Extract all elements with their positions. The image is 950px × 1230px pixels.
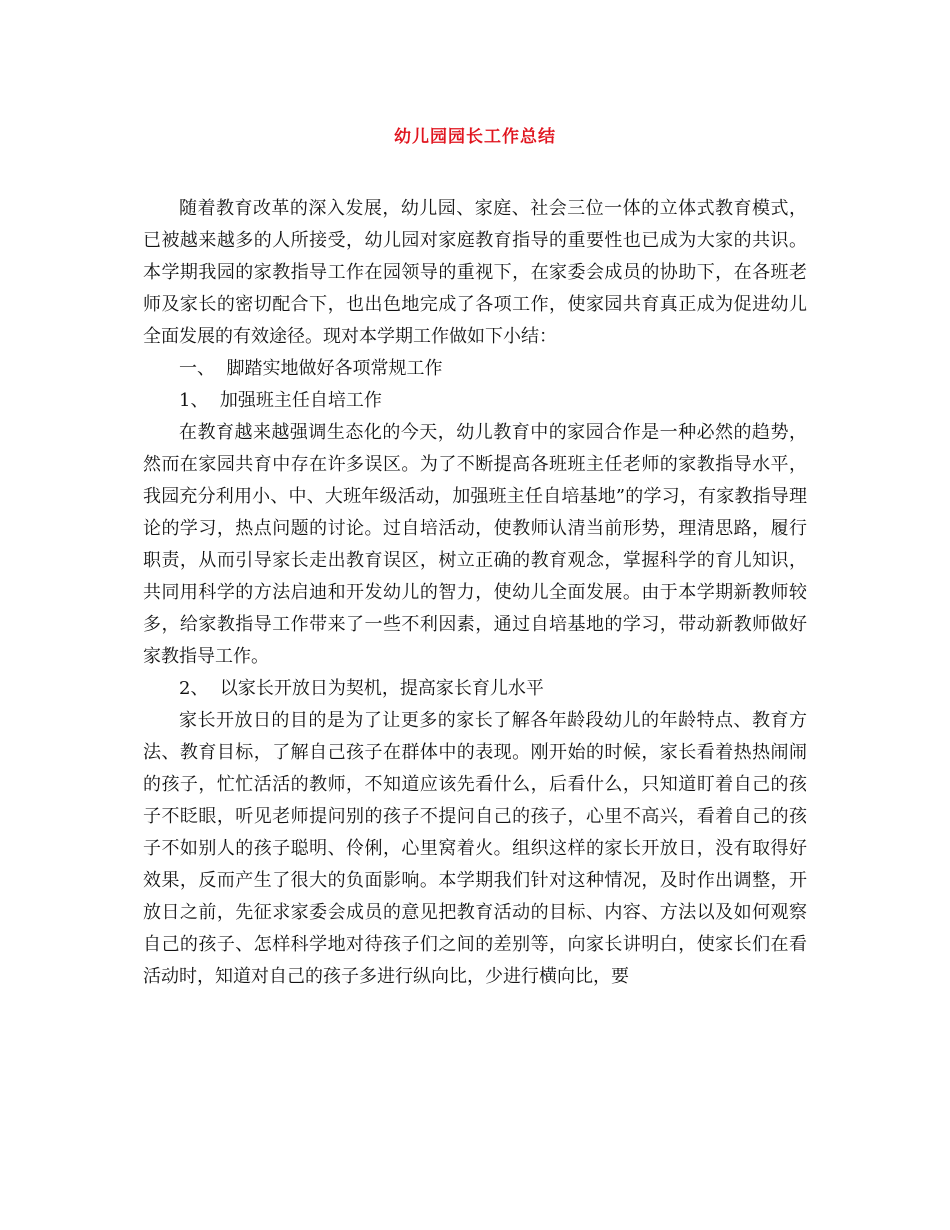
intro-paragraph: 随着教育改革的深入发展，幼儿园、家庭、社会三位一体的立体式教育模式，已被越来越多的人所接受，幼儿园对家庭教育指导的重要性也已成为大家的共识。本学期我园的家教指导工作在园领导的重视下，在家委会成员的协助下，在各班老师及家长的密切配合下，也出色地完成了各项工作，使家园共育真正成为促进幼儿全面发展的有效途径。现对本学期工作做如下小结： <box>143 198 807 347</box>
document-title: 幼儿园园长工作总结 <box>394 127 556 147</box>
subsection-2-paragraph: 家长开放日的目的是为了让更多的家长了解各年龄段幼儿的年龄特点、教育方法、教育目标，了解自己孩子在群体中的表现。刚开始的时候，家长看着热热闹闹的孩子，忙忙活活的教师，不知道应该先看什么，后看什么，只知道盯着自己的孩子不眨眼，听见老师提问别的孩子不提问自己的孩子，心里不高兴，看着自己的孩子不如别人的孩子聪明、伶俐，心里窝着火。组织这样的家长开放日，没有取得好效果，反而产生了很大的负面影响。本学期我们针对这种情况，及时作出调整，开放日之前，先征求家委会成员的意见把教育活动的目标、内容、方法以及如何观察自己的孩子、怎样科学地对待孩子们之间的差别等，向家长讲明白，使家长们在看活动时，知道对自己的孩子多进行纵向比，少进行横向比，要 <box>143 710 807 987</box>
subsection-heading-2: 2、 以家长开放日为契机，提高家长育儿水平 <box>179 678 544 699</box>
subsection-1-paragraph: 在教育越来越强调生态化的今天，幼儿教育中的家园合作是一种必然的趋势，然而在家园共育中存在许多误区。为了不断提高各班班主任老师的家教指导水平，我园充分利用小、中、大班年级活动，加强班主任自培基地”的学习，有家教指导理论的学习，热点问题的讨论。过自培活动，使教师认清当前形势，理清思路，履行职责，从而引导家长走出教育误区，树立正确的教育观念，掌握科学的育儿知识，共同用科学的方法启迪和开发幼儿的智力，使幼儿全面发展。由于本学期新教师较多，给家教指导工作带来了一些不利因素，通过自培基地的学习，带动新教师做好家教指导工作。 <box>143 422 807 667</box>
section-heading-1: 一、 脚踏实地做好各项常规工作 <box>179 358 443 379</box>
subsection-heading-1: 1、 加强班主任自培工作 <box>179 390 382 411</box>
document-body <box>143 193 807 993</box>
